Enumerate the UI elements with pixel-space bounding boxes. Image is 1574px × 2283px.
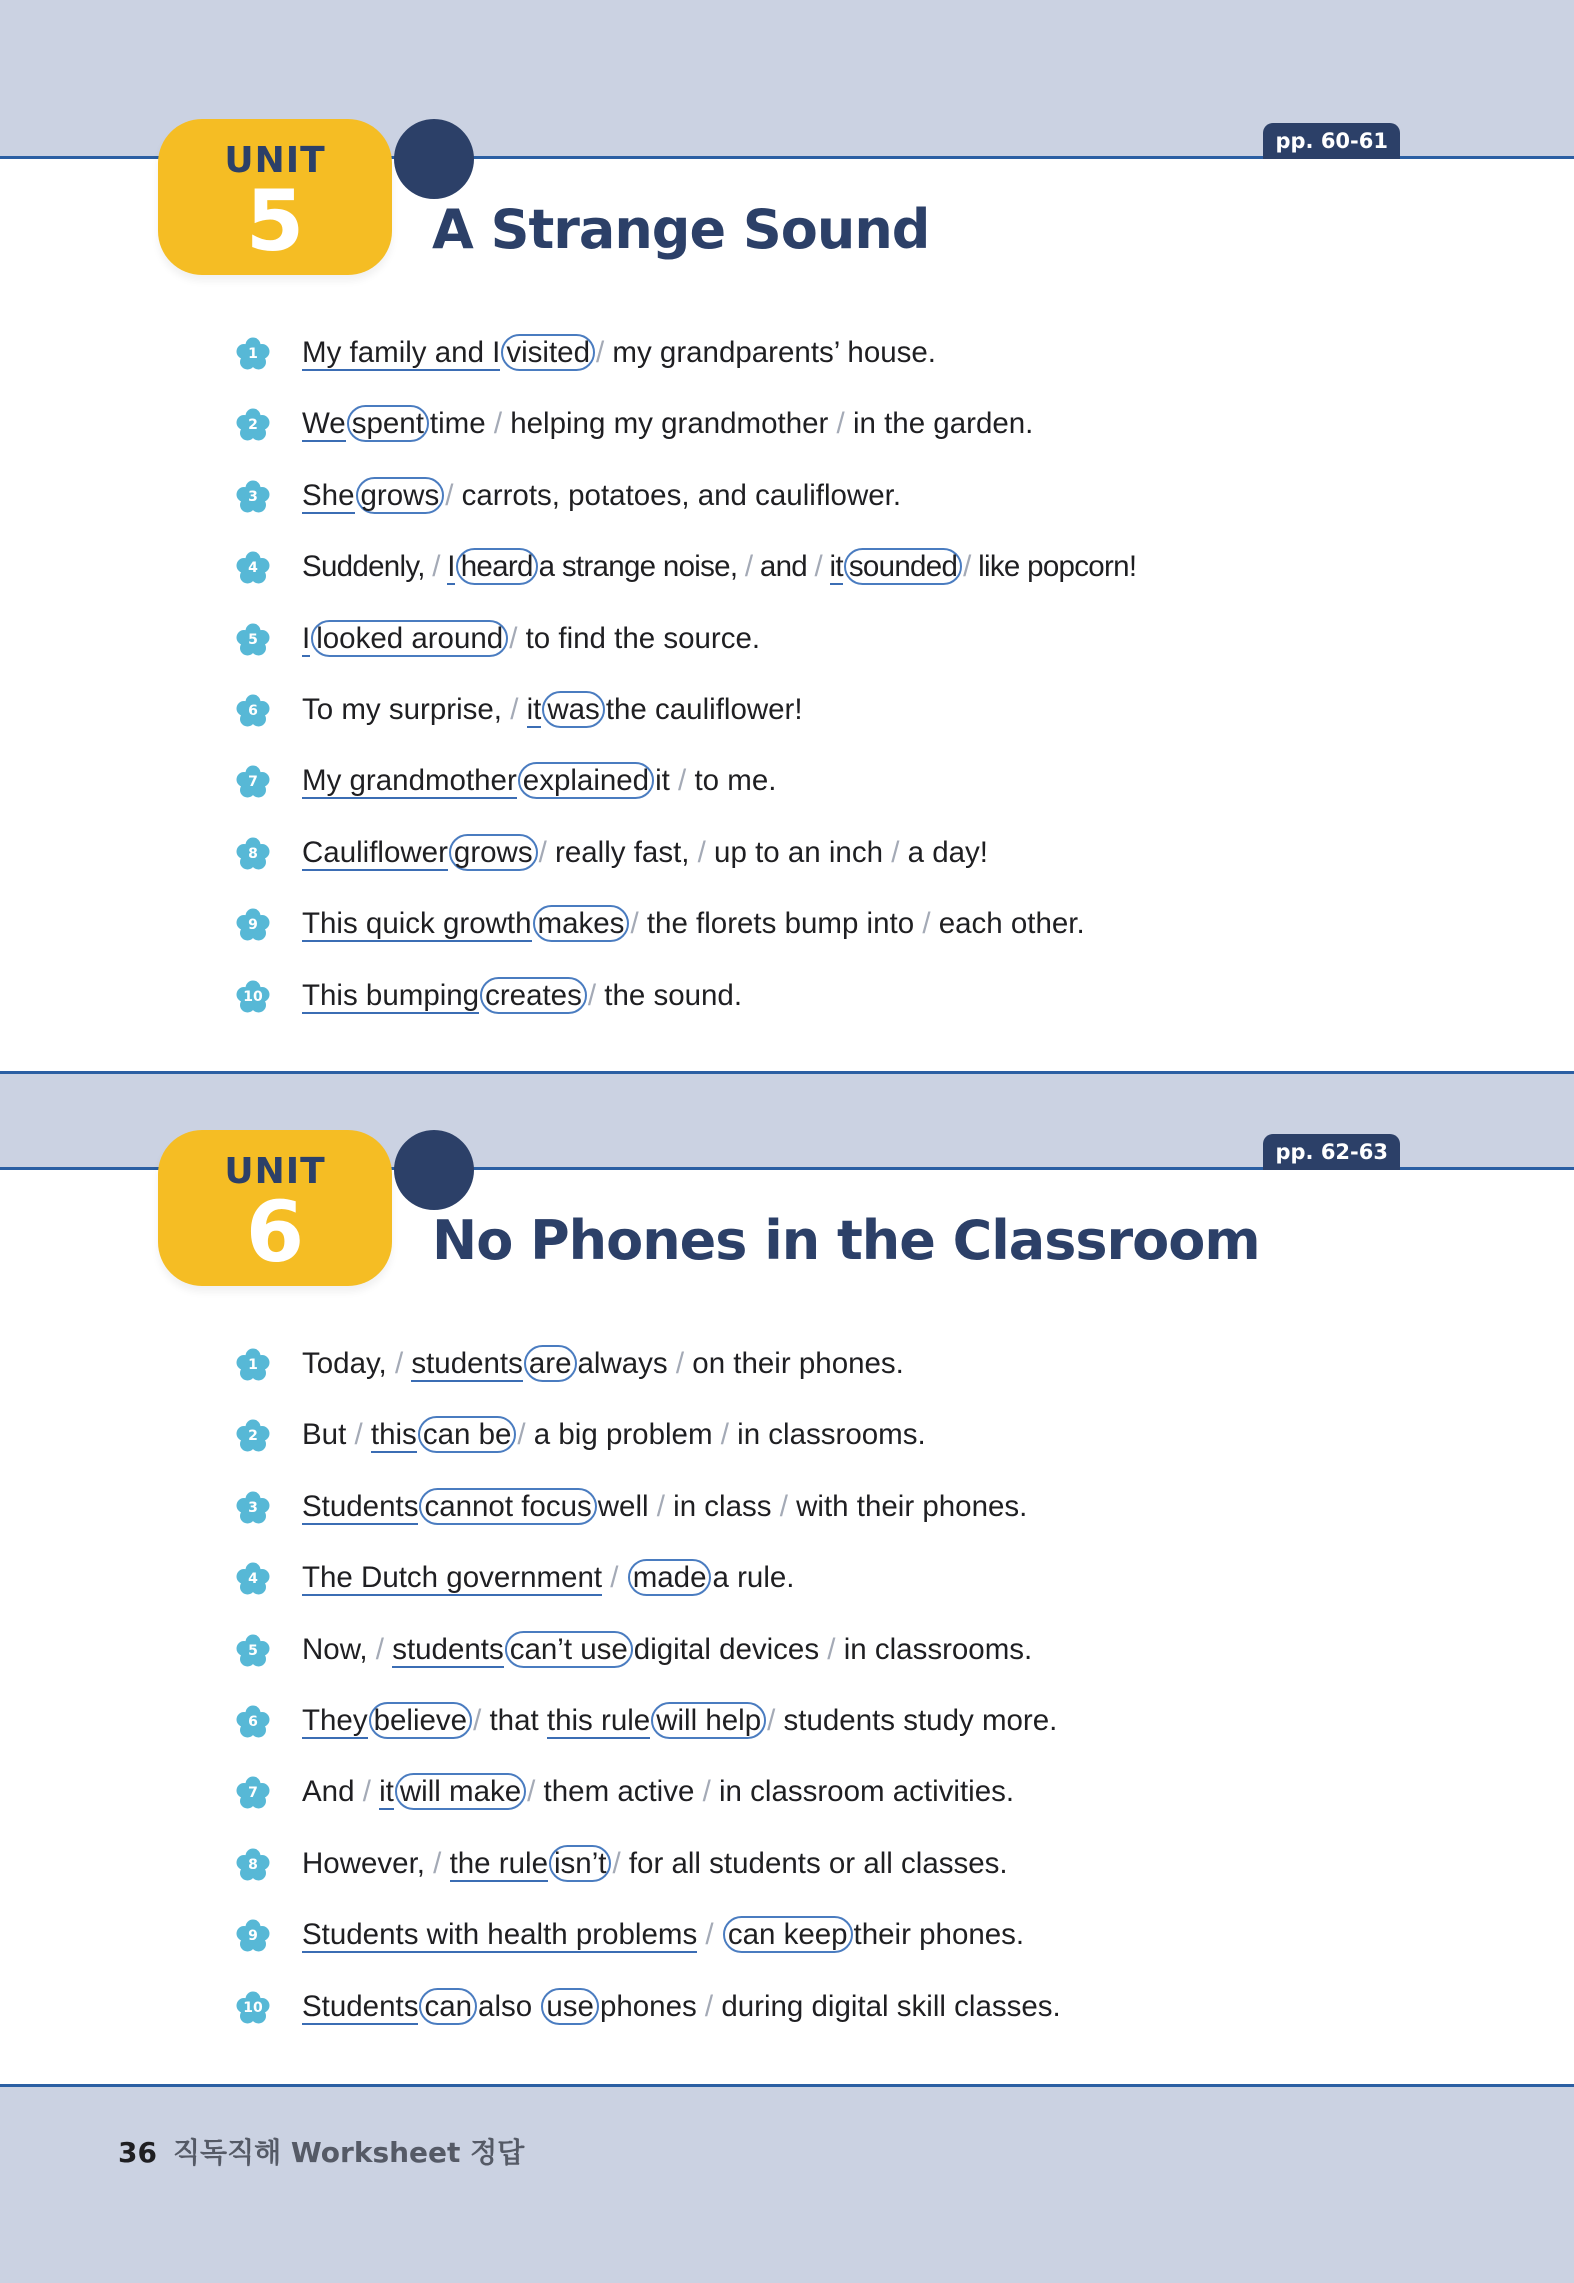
sentence-number: 1 [248, 346, 258, 362]
chunk-slash: / [362, 1775, 371, 1809]
sentence-text [302, 1485, 1027, 1529]
text-segment: the sound. [596, 978, 743, 1012]
text-segment: in the garden. [844, 407, 1034, 441]
subject-underline: students [392, 1632, 504, 1666]
chunk-slash: / [814, 550, 823, 584]
subject-underline: Students with health problems [302, 1918, 698, 1952]
footer-text: 직독직해 Worksheet 정답 [172, 2136, 525, 2169]
verb-circled: creates [480, 977, 587, 1014]
text-segment: a rule. [712, 1561, 795, 1595]
chunk-slash: / [922, 907, 931, 941]
chunk-slash: / [656, 1489, 665, 1523]
sentence-text [302, 1699, 1057, 1743]
verb-circled: spent [347, 405, 429, 442]
subject-underline: it [526, 692, 542, 726]
sentence-number: 1 [248, 1357, 258, 1373]
chunk-slash: / [697, 835, 706, 869]
sentence-number-marker [236, 551, 270, 585]
text-segment: helping my grandmother [502, 407, 837, 441]
text-segment: the cauliflower! [605, 692, 803, 726]
text-segment: a strange noise, [538, 550, 745, 584]
page-reference-tab: pp. 62-63 [1263, 1134, 1400, 1170]
text-segment: digital devices [633, 1632, 828, 1666]
sentence-number-marker [236, 1348, 270, 1382]
chunk-slash: / [720, 1418, 729, 1452]
sentence-item [0, 543, 1574, 614]
chunk-slash: / [587, 978, 597, 1012]
verb-circled: makes [533, 905, 630, 942]
sentence-text [302, 902, 1085, 946]
sentence-number: 5 [248, 1642, 258, 1659]
subject-underline: My family and I [302, 336, 501, 369]
chunk-slash: / [779, 1489, 788, 1523]
chunk-slash: / [610, 1561, 619, 1595]
sentence-number-marker [236, 1491, 270, 1525]
sentence-number: 8 [248, 845, 258, 862]
sentence-list [0, 329, 1574, 1043]
verb-circled: cannot focus [419, 1488, 596, 1525]
sentence-number-marker [236, 623, 270, 657]
sentence-item [0, 972, 1574, 1043]
chunk-slash: / [432, 550, 440, 584]
text-segment: each other. [930, 907, 1085, 941]
verb-circled: grows [449, 834, 538, 871]
chunk-slash: / [630, 907, 639, 941]
chunk-slash: / [612, 1846, 621, 1880]
sentence-list [0, 1340, 1574, 2054]
sentence-number: 9 [248, 917, 258, 934]
text-segment: in classrooms. [728, 1418, 926, 1452]
text-segment: students study more. [775, 1703, 1058, 1737]
sentence-number: 6 [248, 1713, 258, 1730]
chunk-slash: / [678, 764, 687, 798]
text-segment: up to an inch [705, 835, 892, 869]
sentence-item [0, 1483, 1574, 1554]
sentence-number: 10 [243, 988, 263, 1005]
text-segment: like popcorn! [970, 550, 1137, 584]
chunk-slash: / [744, 550, 753, 584]
subject-underline: it [379, 1775, 394, 1809]
subject-underline: I [302, 621, 311, 655]
text-segment: also [478, 1989, 541, 2023]
text-segment [363, 1418, 371, 1451]
sentence-text [302, 617, 760, 661]
verb-circled: looked around [311, 620, 508, 657]
subject-underline: This bumping [302, 978, 480, 1012]
verb-circled: visited [501, 334, 595, 371]
sentence-number-marker [236, 837, 270, 871]
verb-circled: will help [651, 1702, 766, 1739]
text-segment: Suddenly, [302, 550, 433, 584]
page-footer [118, 2133, 524, 2173]
chunk-slash: / [538, 835, 547, 869]
text-segment: well [597, 1489, 657, 1523]
sentence-number-marker [236, 1776, 270, 1810]
unit-6-section [0, 1140, 1574, 2087]
sentence-item [0, 1697, 1574, 1768]
text-segment: the florets bump into [638, 907, 923, 941]
text-segment: And [302, 1775, 363, 1809]
subject-underline: I [447, 550, 455, 584]
text-segment: in class [664, 1489, 780, 1523]
subject-underline: Students [302, 1489, 419, 1523]
unit-title: No Phones in the Classroom [432, 1209, 1260, 1272]
sentence-number: 7 [248, 1785, 258, 1802]
sentence-number-marker [236, 1848, 270, 1882]
page-reference-tab: pp. 60-61 [1263, 123, 1400, 159]
sentence-item [0, 1983, 1574, 2054]
chunk-slash: / [702, 1775, 711, 1809]
unit-badge [152, 119, 472, 289]
verb-circled: made [628, 1559, 712, 1596]
verb-circled: isn’t [549, 1845, 611, 1882]
text-segment: their phones. [853, 1918, 1025, 1952]
chunk-slash: / [375, 1632, 384, 1666]
verb-circled: will make [395, 1773, 526, 1810]
sentence-item [0, 829, 1574, 900]
sentence-number: 9 [248, 1928, 258, 1945]
subject-underline: Students [302, 1989, 419, 2023]
text-segment: carrots, potatoes, and cauliflower. [453, 478, 902, 512]
chunk-slash: / [509, 621, 518, 655]
chunk-slash: / [517, 1418, 526, 1452]
text-segment: for all students or all classes. [620, 1846, 1008, 1880]
sentence-text [302, 402, 1033, 446]
chunk-slash: / [836, 407, 845, 441]
sentence-number: 7 [248, 774, 258, 791]
verb-circled: can be [418, 1416, 517, 1453]
sentence-item [0, 1768, 1574, 1839]
sentence-item [0, 1554, 1574, 1625]
text-segment [518, 693, 526, 726]
sentence-item [0, 686, 1574, 757]
unit-label: UNIT [224, 1151, 326, 1192]
sentence-text [302, 545, 1136, 589]
text-segment: always [577, 1347, 676, 1380]
chunk-slash: / [394, 1347, 404, 1380]
chunk-slash: / [354, 1418, 363, 1452]
chunk-slash: / [473, 1703, 482, 1737]
text-segment: a big problem [525, 1418, 721, 1452]
sentence-number-marker [236, 765, 270, 799]
sentence-number: 8 [248, 1856, 258, 1873]
text-segment: during digital skill classes. [713, 1989, 1061, 2023]
chunk-slash: / [704, 1989, 714, 2023]
text-segment: them active [535, 1775, 703, 1809]
text-segment: phones [599, 1989, 705, 2023]
text-segment: that [481, 1703, 547, 1737]
sentence-number-marker [236, 980, 270, 1014]
sentence-number-marker [236, 1419, 270, 1453]
subject-underline: We [302, 407, 346, 441]
sentence-number-marker [236, 908, 270, 942]
text-segment [822, 550, 830, 583]
sentence-number-marker [236, 694, 270, 728]
sentence-item [0, 757, 1574, 828]
text-segment: really fast, [546, 835, 698, 869]
text-segment [384, 1633, 392, 1666]
chunk-slash: / [963, 550, 971, 584]
text-segment [618, 1561, 626, 1594]
sentence-number-marker [236, 1705, 270, 1739]
sentence-number-marker [236, 1634, 270, 1668]
sentence-item [0, 1411, 1574, 1482]
subject-underline: She [302, 478, 355, 512]
verb-circled: explained [518, 762, 654, 799]
sentence-text [302, 1913, 1024, 1957]
chunk-slash: / [433, 1846, 442, 1880]
text-segment: Today, [302, 1347, 395, 1380]
sentence-item [0, 1840, 1574, 1911]
subject-underline: this [370, 1418, 417, 1452]
sentence-text [302, 474, 901, 518]
unit-label-box [158, 119, 392, 275]
text-segment: my grandparents’ house. [604, 336, 936, 369]
chunk-slash: / [493, 407, 503, 441]
verb-circled: sounded [844, 548, 962, 585]
sentence-text [302, 1842, 1008, 1886]
sentence-text [302, 1770, 1014, 1814]
sentence-text [302, 759, 776, 803]
sentence-number: 4 [248, 1571, 258, 1588]
text-segment: to find the source. [517, 621, 761, 655]
sentence-item [0, 900, 1574, 971]
sentence-number: 10 [243, 1999, 263, 2016]
chunk-slash: / [510, 692, 519, 726]
sentence-item [0, 1626, 1574, 1697]
sentence-text [302, 1985, 1061, 2029]
sentence-number-marker [236, 480, 270, 514]
text-segment: with their phones. [787, 1489, 1028, 1523]
sentence-text [302, 974, 742, 1018]
verb-circled: are [524, 1345, 577, 1382]
sentence-item [0, 472, 1574, 543]
sentence-number: 2 [248, 1428, 258, 1445]
subject-underline: My grandmother [302, 764, 517, 798]
unit-badge [152, 1130, 472, 1300]
sentence-text [302, 1628, 1032, 1672]
verb-circled: use [541, 1988, 599, 2025]
subject-underline: this rule [546, 1703, 651, 1737]
sentence-item [0, 615, 1574, 686]
sentence-text [302, 831, 988, 875]
chunk-slash: / [596, 336, 605, 369]
chunk-slash: / [891, 835, 900, 869]
text-segment: on their phones. [684, 1347, 904, 1380]
verb-circled: heard [456, 548, 538, 585]
chunk-slash: / [705, 1918, 714, 1952]
sentence-number: 3 [248, 1499, 258, 1516]
chunk-slash: / [767, 1703, 776, 1737]
sentence-item [0, 400, 1574, 471]
text-segment [371, 1775, 379, 1808]
subject-underline: The Dutch government [302, 1561, 603, 1595]
text-segment: time [429, 407, 494, 441]
text-segment: in classroom activities. [710, 1775, 1015, 1809]
verb-circled: can’t use [505, 1631, 633, 1668]
verb-circled: grows [356, 477, 445, 514]
verb-circled: believe [369, 1702, 472, 1739]
page-number: 36 [118, 2136, 157, 2169]
text-segment: and [752, 550, 815, 584]
chunk-slash: / [527, 1775, 536, 1809]
unit-label-box [158, 1130, 392, 1286]
text-segment: a day! [899, 835, 988, 869]
sentence-item [0, 329, 1574, 400]
unit-title: A Strange Sound [432, 198, 930, 261]
sentence-number-marker [236, 337, 270, 371]
text-segment: To my surprise, [302, 692, 511, 726]
text-segment: in classrooms. [835, 1632, 1033, 1666]
sentence-number: 2 [248, 417, 258, 434]
sentence-item [0, 1340, 1574, 1411]
badge-arc [394, 119, 474, 199]
subject-underline: Cauliflower [302, 835, 448, 869]
verb-circled: was [542, 691, 604, 728]
subject-underline: it [829, 550, 843, 584]
unit-number: 5 [245, 172, 305, 270]
badge-arc [394, 1130, 474, 1210]
sentence-number-marker [236, 1562, 270, 1596]
subject-underline: They [302, 1703, 368, 1737]
sentence-text [302, 1413, 926, 1457]
sentence-number: 4 [248, 560, 258, 577]
text-segment [441, 1847, 449, 1880]
text-segment: But [302, 1418, 355, 1452]
subject-underline: the rule [449, 1846, 548, 1880]
chunk-slash: / [445, 478, 454, 512]
text-segment: However, [302, 1846, 434, 1880]
sentence-number-marker [236, 408, 270, 442]
sentence-text [302, 688, 803, 732]
chunk-slash: / [827, 1632, 836, 1666]
text-segment [714, 1918, 722, 1951]
subject-underline: This quick growth [302, 907, 532, 941]
sentence-number-marker [236, 1991, 270, 2025]
verb-circled: can [419, 1988, 477, 2025]
chunk-slash: / [675, 1347, 685, 1380]
unit-5-section [0, 129, 1574, 1074]
verb-circled: can keep [723, 1916, 853, 1953]
sentence-text [302, 1342, 904, 1386]
sentence-number: 5 [248, 631, 258, 648]
sentence-number: 3 [248, 488, 258, 505]
text-segment: it [655, 764, 679, 798]
subject-underline: students [411, 1347, 523, 1380]
unit-label: UNIT [224, 140, 326, 181]
sentence-item [0, 1911, 1574, 1982]
sentence-number: 6 [248, 702, 258, 719]
sentence-text [302, 1556, 794, 1600]
unit-number: 6 [245, 1183, 305, 1281]
sentence-number-marker [236, 1919, 270, 1953]
text-segment: Now, [302, 1632, 376, 1666]
text-segment: to me. [686, 764, 777, 798]
sentence-text [302, 331, 936, 375]
